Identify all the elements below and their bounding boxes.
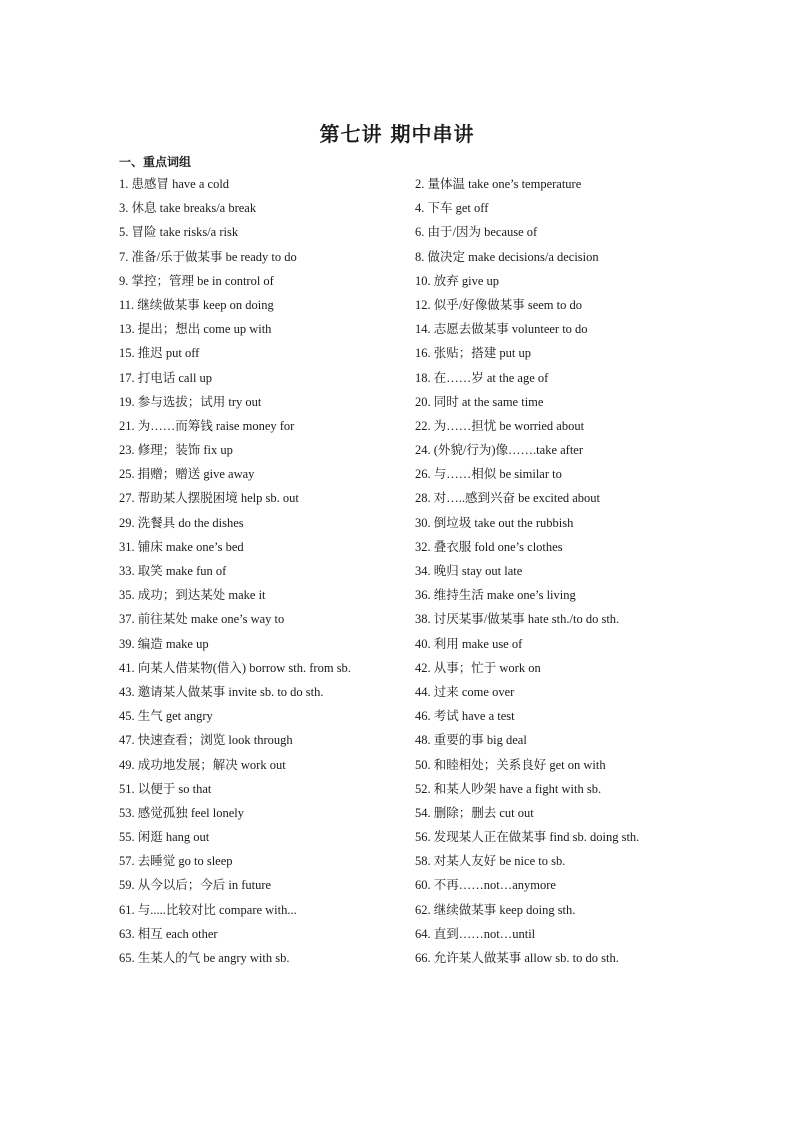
phrase-item: 50. 和睦相处；关系良好 get on with [415, 757, 606, 772]
phrase-item: 17. 打电话 call up [119, 370, 213, 385]
phrase-item: 12. 似乎/好像做某事 seem to do [415, 297, 583, 312]
phrase-row [119, 827, 719, 851]
phrase-item: 45. 生气 get angry [119, 709, 213, 724]
phrase-item: 44. 过来 come over [415, 684, 515, 699]
phrase-item: 46. 考试 have a test [415, 709, 515, 724]
phrase-row [119, 730, 719, 754]
phrase-item: 65. 生某人的气 be angry with sb. [119, 951, 290, 965]
phrase-item: 9. 掌控；管理 be in control of [119, 273, 274, 288]
phrase-item: 16. 张贴；搭建 put up [415, 346, 531, 361]
phrase-item: 47. 快速查看；浏览 look through [119, 733, 293, 748]
phrase-item: 61. 与.....比较对比 compare with... [119, 902, 297, 917]
phrase-item: 29. 洗餐具 do the dishes [119, 515, 244, 530]
phrase-row [119, 900, 719, 924]
phrase-row [119, 948, 719, 972]
phrase-item: 6. 由于/因为 because of [415, 225, 538, 240]
phrase-row [119, 851, 719, 875]
phrase-item: 26. 与……相似 be similar to [415, 467, 562, 482]
phrase-row [119, 440, 719, 464]
phrase-item: 24. (外貌/行为)像…….take after [415, 443, 584, 458]
phrase-row [119, 682, 719, 706]
phrase-item: 30. 倒垃圾 take out the rubbish [415, 515, 574, 530]
phrase-item: 35. 成功；到达某处 make it [119, 588, 266, 603]
phrase-list [119, 174, 719, 972]
phrase-item: 38. 讨厌某事/做某事 hate sth./to do sth. [415, 612, 620, 627]
section-heading: 一、重点词组 [119, 155, 192, 169]
phrase-item: 5. 冒险 take risks/a risk [119, 225, 239, 240]
phrase-item: 19. 参与选拔；试用 try out [119, 394, 262, 409]
phrase-item: 66. 允许某人做某事 allow sb. to do sth. [415, 951, 619, 965]
phrase-row [119, 561, 719, 585]
phrase-item: 31. 铺床 make one’s bed [119, 539, 244, 554]
phrase-item: 59. 从今以后；今后 in future [119, 878, 272, 893]
phrase-row [119, 368, 719, 392]
phrase-item: 56. 发现某人正在做某事 find sb. doing sth. [415, 830, 640, 845]
phrase-item: 55. 闲逛 hang out [119, 830, 210, 845]
phrase-row [119, 803, 719, 827]
phrase-row [119, 319, 719, 343]
phrase-row [119, 537, 719, 561]
phrase-item: 14. 志愿去做某事 volunteer to do [415, 322, 588, 337]
phrase-item: 2. 量体温 take one’s temperature [415, 177, 582, 191]
phrase-item: 34. 晚归 stay out late [415, 564, 523, 578]
phrase-item: 62. 继续做某事 keep doing sth. [415, 902, 576, 917]
phrase-item: 49. 成功地发展；解决 work out [119, 757, 286, 772]
phrase-row [119, 634, 719, 658]
phrase-item: 7. 准备/乐于做某事 be ready to do [119, 249, 297, 264]
phrase-item: 48. 重要的事 big deal [415, 733, 527, 748]
phrase-row [119, 513, 719, 537]
phrase-row [119, 222, 719, 246]
phrase-row [119, 609, 719, 633]
phrase-item: 33. 取笑 make fun of [119, 564, 227, 578]
phrase-item: 11. 继续做某事 keep on doing [119, 297, 274, 312]
phrase-row [119, 174, 719, 198]
phrase-item: 13. 提出；想出 come up with [119, 322, 272, 337]
phrase-row [119, 392, 719, 416]
phrase-row [119, 585, 719, 609]
phrase-item: 57. 去睡觉 go to sleep [119, 854, 233, 869]
phrase-item: 37. 前往某处 make one’s way to [119, 612, 285, 627]
phrase-item: 52. 和某人吵架 have a fight with sb. [415, 781, 602, 796]
phrase-row [119, 416, 719, 440]
phrase-item: 39. 编造 make up [119, 636, 209, 651]
phrase-item: 21. 为……而筹钱 raise money for [119, 418, 295, 433]
phrase-item: 3. 休息 take breaks/a break [119, 201, 257, 216]
phrase-item: 8. 做决定 make decisions/a decision [415, 249, 599, 264]
phrase-item: 54. 删除；删去 cut out [415, 805, 534, 820]
phrase-item: 18. 在……岁 at the age of [415, 370, 549, 385]
phrase-row [119, 271, 719, 295]
phrase-item: 1. 患感冒 have a cold [119, 177, 230, 191]
phrase-row [119, 295, 719, 319]
phrase-item: 25. 捐赠；赠送 give away [119, 467, 255, 482]
phrase-item: 53. 感觉孤独 feel lonely [119, 805, 244, 820]
phrase-item: 10. 放弃 give up [415, 273, 500, 288]
phrase-item: 20. 同时 at the same time [415, 394, 544, 409]
phrase-item: 32. 叠衣服 fold one’s clothes [415, 539, 563, 554]
phrase-item: 15. 推迟 put off [119, 346, 200, 361]
phrase-row [119, 343, 719, 367]
phrase-item: 4. 下车 get off [415, 201, 489, 216]
phrase-row [119, 779, 719, 803]
phrase-row [119, 706, 719, 730]
phrase-row [119, 464, 719, 488]
phrase-item: 36. 维持生活 make one’s living [415, 588, 576, 603]
phrase-row [119, 924, 719, 948]
phrase-item: 41. 向某人借某物(借入) borrow sth. from sb. [119, 660, 351, 675]
phrase-item: 22. 为……担忧 be worried about [415, 418, 585, 433]
phrase-row [119, 658, 719, 682]
phrase-row [119, 198, 719, 222]
phrase-item: 60. 不再……not…anymore [415, 878, 556, 893]
phrase-row [119, 875, 719, 899]
phrase-item: 63. 相互 each other [119, 926, 218, 941]
phrase-item: 58. 对某人友好 be nice to sb. [415, 854, 566, 869]
phrase-item: 40. 利用 make use of [415, 636, 523, 651]
phrase-item: 42. 从事；忙于 work on [415, 660, 541, 675]
phrase-item: 28. 对…..感到兴奋 be excited about [415, 491, 601, 506]
phrase-item: 23. 修理；装饰 fix up [119, 443, 233, 458]
phrase-item: 43. 邀请某人做某事 invite sb. to do sth. [119, 684, 324, 699]
phrase-item: 64. 直到……not…until [415, 926, 536, 941]
phrase-row [119, 247, 719, 271]
phrase-item: 27. 帮助某人摆脱困境 help sb. out [119, 491, 299, 506]
phrase-item: 51. 以便于 so that [119, 781, 212, 796]
document-title: 第七讲 期中串讲 [319, 122, 475, 146]
phrase-row [119, 755, 719, 779]
phrase-row [119, 488, 719, 512]
